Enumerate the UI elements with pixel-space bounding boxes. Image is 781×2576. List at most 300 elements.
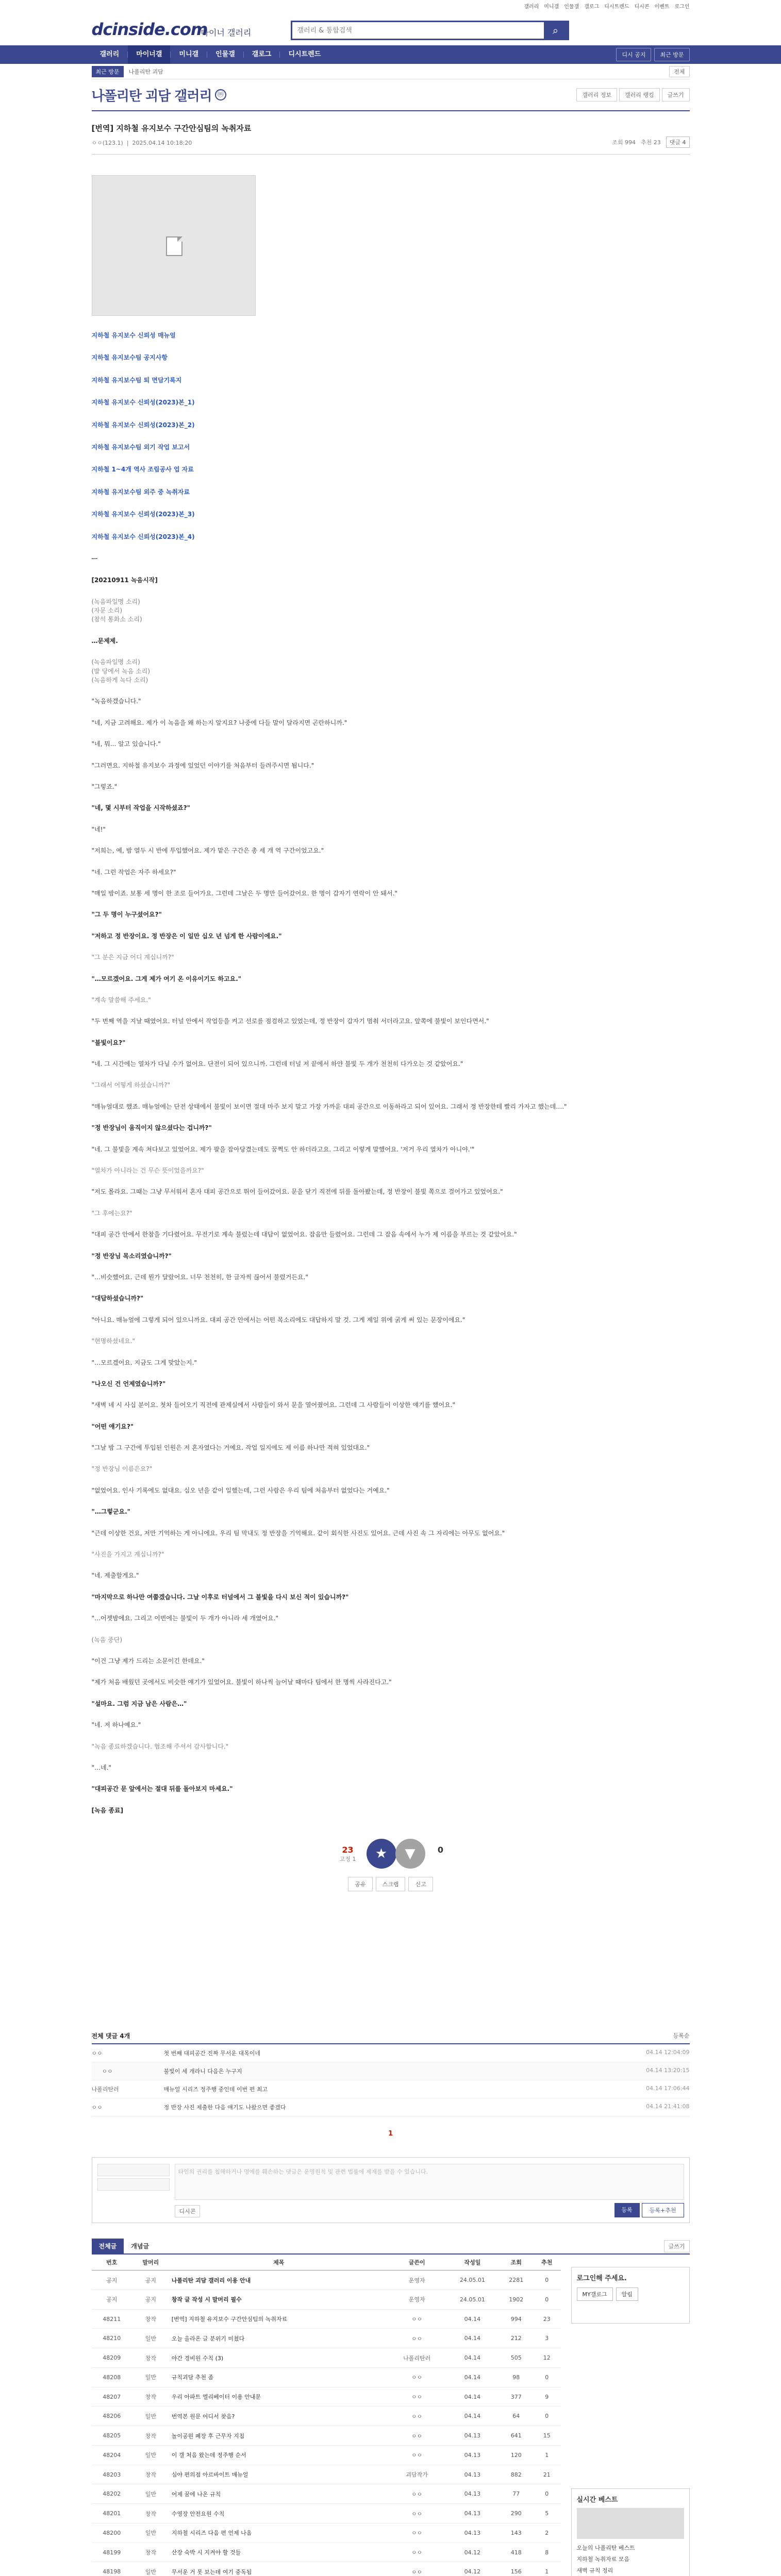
gallery-title-row [92,79,690,111]
post-paragraph: "…어젯밤에요. 그리고 이번에는 불빛이 두 개가 아니라 세 개였어요." [91,1615,279,1622]
nav-right-button[interactable]: 디시 공지 [616,48,651,61]
main-nav [0,45,781,64]
post-writer[interactable]: ㅇㅇ [388,2426,446,2446]
post-paragraph: "계속 말씀해 주세요." [91,996,151,1004]
post-views: 2281 [499,2270,533,2290]
recent-visit-all[interactable]: 전체 [669,66,689,77]
post-recs: 0 [533,2484,560,2504]
sidebar [571,2255,690,2576]
post-paragraph: "녹음 종료하겠습니다. 협조해 주셔서 감사합니다." [91,1742,229,1750]
post-paragraph: "열차가 아니라는 건 무슨 뜻이었을까요?" [91,1167,204,1175]
post-views: 212 [499,2329,533,2348]
post-writer[interactable]: ㅇㅇ [388,2445,446,2465]
series-link[interactable]: 지하철 유지보수 신뢰성(2023)본_1) [91,399,195,406]
login-title[interactable]: 로그인해 주세요. [576,2275,627,2283]
post-date: 24.05.01 [445,2290,499,2309]
table-row[interactable] [92,2270,561,2290]
post-number: 48201 [92,2504,132,2523]
post-writer[interactable]: ㅇㅇ [388,2562,446,2576]
series-link[interactable]: 지하철 유지보수 신뢰성(2023)본_4) [91,533,195,540]
post-views: 156 [499,2562,533,2576]
post-paragraph: "매일 밤이죠. 보통 세 명이 한 조로 들어가요. 그런데 그날은 두 명만 들어갔어요. 한 명이 갑자기 연락이 안 돼서." [91,889,397,897]
dccon-button[interactable]: 디시콘 [175,2205,201,2217]
top-link[interactable]: 미니갤 [544,4,559,10]
comment-date: 04.14 17:06:44 [646,2085,690,2092]
post-number: 48202 [92,2484,132,2504]
post-views: 377 [499,2387,533,2406]
post-list-title[interactable]: 수영장 안전요원 수칙 [170,2504,388,2523]
post-number: 48198 [92,2562,132,2576]
post-paragraph: "대답하셨습니까?" [91,1295,144,1302]
post-writer[interactable]: ㅇㅇ [388,2309,446,2329]
top-link[interactable]: 갤로그 [584,4,600,10]
table-row[interactable] [92,2367,561,2387]
nav-item[interactable]: 마이너갤 [128,45,170,64]
minor-gallery-mark: ⓜ [215,89,226,100]
post-recs: 8 [533,2543,560,2562]
post-category: 창작 [132,2348,170,2368]
post-views: 290 [499,2504,533,2523]
nav-item[interactable]: 갤로그 [252,50,272,58]
post-paragraph: [20210911 녹음시작] [91,577,158,584]
post-paragraph: "그 후에는요?" [91,1209,132,1217]
post-views: 조회 994 [612,139,636,146]
post-list-title[interactable]: 규칙괴담 추천 좀 [170,2367,388,2387]
post-writer[interactable]: 운영자 [388,2270,446,2290]
post-views: 120 [499,2445,533,2465]
post-recs: 0 [533,2406,560,2426]
post-paragraph: "현명하셨네요." [91,1337,135,1345]
live-best-item[interactable]: 지하철 녹취자료 모음 [576,2556,630,2563]
post-list-title[interactable]: 나폴리탄 괴담 갤러리 이용 안내 [170,2270,388,2290]
series-link[interactable]: 지하철 유지보수팀 외주 중 녹취자료 [91,488,190,496]
post-paragraph: "네. 그 시간에는 열차가 다닐 수가 없어요. 단전이 되어 있으니까. 그런데 터널 저 끝에서 하얀 불빛 두 개가 천천히 다가오는 것 같았어요." [91,1060,463,1068]
tab-recommended[interactable]: 개념글 [131,2243,149,2250]
search-button[interactable] [544,22,568,39]
comment-order[interactable]: 등록순 [673,2032,690,2040]
live-best-box [571,2488,690,2576]
post-paragraph: "네!" [91,825,106,833]
post-category: 일반 [132,2484,170,2504]
post-list-title[interactable]: 어제 꿈에 나온 규칙 [170,2484,388,2504]
post-paragraph: ㅡ [91,555,98,563]
table-row[interactable] [92,2387,561,2406]
post-paragraph: "마지막으로 하나만 여쭙겠습니다. 그날 이후로 터널에서 그 불빛을 다시 보신 적이 있습니까?" [91,1593,349,1601]
post-category: 창작 [132,2426,170,2446]
post-category: 창작 [132,2387,170,2406]
login-box [571,2267,690,2324]
post-date: 04.14 [445,2348,499,2368]
gallery-title[interactable]: 나폴리탄 괴담 갤러리 [91,88,212,104]
post-list-table [92,2255,561,2576]
post-date: 04.14 [445,2329,499,2348]
post-paragraph: …문제제. [91,637,118,645]
post-recs: 2 [533,2523,560,2543]
post-date: 04.13 [445,2445,499,2465]
post-recs: 9 [533,2387,560,2406]
my-gallog-button[interactable]: MY갤로그 [577,2287,613,2301]
comment-submit-button[interactable]: 등록 [614,2203,640,2217]
table-row[interactable] [92,2309,561,2329]
post-paragraph: (녹음파일명 소리) (자문 소리) (참석 통화소 소리) [91,598,142,623]
post-writer[interactable]: ㅇㅇ [388,2367,446,2387]
top-link[interactable]: 로그인 [674,4,690,10]
post-writer[interactable]: ㅇㅇ [388,2484,446,2504]
comment-write-box [92,2157,690,2223]
post-image[interactable] [92,175,256,316]
table-row[interactable] [92,2406,561,2426]
gallery-tab[interactable]: 갤러리 정보 [576,88,617,101]
live-best-item[interactable]: 새벽 규칙 정리 [576,2567,613,2574]
downvote-count: 0 [437,1845,444,1855]
post-paragraph: "대피 공간 안에서 한참을 기다렸어요. 무전기로 계속 불렀는데 대답이 없었어요. 잡음만 들렸어요. 그런데 그 잡음 속에서 누가 제 이름을 부르는 것 같았어요." [91,1231,517,1239]
tab-all[interactable]: 전체글 [92,2239,124,2253]
post-comments-count[interactable]: 댓글 4 [666,137,690,148]
post-paragraph: "네, 뭐... 알고 있습니다." [91,740,161,748]
post-list-title[interactable]: 놀이공원 폐장 후 근무자 지침 [170,2426,388,2446]
post-paragraph: "그 분은 지금 어디 계십니까?" [91,954,174,961]
post-body [92,155,690,1815]
search-icon: ⌕ [552,24,559,37]
table-row[interactable] [92,2426,561,2446]
live-best-thumbnail[interactable] [577,2508,684,2539]
top-links [92,0,690,9]
comment-submit-rec-button[interactable]: 등록+추천 [642,2203,684,2217]
post-header [92,111,690,155]
post-category: 창작 [132,2465,170,2484]
post-paragraph: "네. 그런 작업은 자주 하세요?" [91,868,176,876]
gallery-tab[interactable]: 갤러리 랭킹 [619,88,660,101]
site-logo[interactable]: dcinside.com [91,20,208,39]
table-row[interactable] [92,2543,561,2562]
post-paragraph: "나오신 건 언제였습니까?" [91,1380,166,1387]
table-row[interactable] [92,2445,561,2465]
post-paragraph: [녹음 종료] [91,1806,124,1814]
vote-action-button[interactable]: 공유 [348,1877,372,1891]
post-paragraph: "네. 저 하나예요." [91,1721,141,1729]
post-paragraph: "…네." [91,1764,111,1771]
gallery-tab[interactable]: 글쓰기 [662,88,690,101]
post-paragraph: "…그렇군요." [91,1508,130,1516]
post-paragraph: "매뉴얼대로 했죠. 매뉴얼에는 단전 상태에서 불빛이 보이면 절대 마주 보지 말고 가장 가까운 대피 공간으로 이동하라고 되어 있어요. 그래서 정 반장한테 빨리 가자고 했는데…." [91,1103,567,1110]
post-views: 994 [499,2309,533,2329]
post-recs: 0 [533,2367,560,2387]
comment-text: 정 반장 사진 제출한 다음 얘기도 나왔으면 좋겠다 [163,2104,286,2111]
comment-textarea[interactable]: 타인의 권리를 침해하거나 명예를 훼손하는 댓글은 운영원칙 및 관련 법률에 제재를 받을 수 있습니다. [175,2164,684,2200]
post-paragraph: "네, 몇 시부터 작업을 시작하셨죠?" [91,804,190,812]
series-link[interactable]: 지하철 유지보수 신뢰성(2023)본_2) [91,421,195,429]
nav-item[interactable]: 디시트렌드 [288,50,321,58]
post-category: 창작 [132,2309,170,2329]
nav-item[interactable]: 인물갤 [215,50,235,58]
post-paragraph: "…비슷했어요. 근데 뭔가 달랐어요. 너무 천천히, 한 글자씩 끊어서 불렀거든요." [91,1273,308,1281]
post-list-title[interactable]: 우리 아파트 엘리베이터 이용 안내문 [170,2387,388,2406]
search-input[interactable] [292,22,540,39]
comment-text: 불빛이 세 개라니 다음은 누구지 [163,2068,242,2075]
post-writer[interactable]: 나폴리탄러 [388,2348,446,2368]
post-recs: 23 [533,2309,560,2329]
comment-date: 04.14 12:04:09 [646,2049,690,2056]
post-date: 04.13 [445,2504,499,2523]
list-tabs [92,2239,690,2255]
live-best-title: 실시간 베스트 [576,2496,618,2504]
post-paragraph: "네. 그 불빛을 계속 쳐다보고 있었어요. 제가 팔을 잡아당겼는데도 꿈쩍도 안 하더라고요. 그리고 이렇게 말했어요. '저거 우리 열차가 아니야.'" [91,1145,475,1153]
table-row[interactable] [92,2329,561,2348]
post-recs: 3 [533,2329,560,2348]
post-writer[interactable]: ㅇㅇ [388,2329,446,2348]
password-field[interactable] [97,2178,170,2191]
table-row[interactable] [92,2484,561,2504]
post-date: 04.13 [445,2484,499,2504]
comment-row [92,2098,690,2116]
series-link[interactable]: 지하철 유지보수팀 외기 작업 보고서 [91,443,190,451]
table-row[interactable] [92,2290,561,2309]
table-row[interactable] [92,2562,561,2576]
site-header [92,9,690,45]
post-writer[interactable]: ㅇㅇ [388,2543,446,2562]
post-paragraph: "아니요. 매뉴얼에 그렇게 되어 있으니까요. 대피 공간 안에서는 어떤 목소리에도 대답하지 말 것. 그게 제일 위에 굵게 써 있는 문장이에요." [91,1316,466,1324]
post-date: 04.14 [445,2406,499,2426]
post-category: 공지 [132,2270,170,2290]
post-list-title[interactable]: 번역본 원문 어디서 찾음? [170,2406,388,2426]
post-paragraph: "불빛이요?" [91,1039,126,1046]
post-list-title[interactable]: 오늘 올라온 글 분위기 미쳤다 [170,2329,388,2348]
post-paragraph: "제가 처음 배웠던 곳에서도 비슷한 얘기가 있었어요. 불빛이 하나씩 늘어날 때마다 팀에서 한 명씩 사라진다고." [91,1679,392,1686]
nav-item[interactable]: 갤러리 [99,50,120,58]
post-recs: 0 [533,2270,560,2290]
nav-right [616,48,689,61]
post-number: 48200 [92,2523,132,2543]
post-paragraph: "…모르겠어요. 그게 제가 여기 온 이유이기도 하고요." [91,975,242,982]
comment-count: 전체 댓글 4개 [91,2032,130,2040]
series-link[interactable]: 지하철 유지보수팀 공지사항 [91,354,168,362]
vote-action-button[interactable]: 스크랩 [376,1877,406,1891]
post-views: 641 [499,2426,533,2446]
post-paragraph: "없었어요. 인사 기록에도 없대요. 십오 년을 같이 일했는데, 그런 사람은 우리 팀에 처음부터 없었다는 거예요." [91,1486,390,1494]
post-date: 04.14 [445,2309,499,2329]
table-header: 번호 [92,2255,132,2270]
post-number: 48204 [92,2445,132,2465]
post-views: 64 [499,2406,533,2426]
post-number: 48209 [92,2348,132,2368]
post-writer[interactable]: ㅇㅇ [388,2523,446,2543]
post-paragraph: "저도 몰라요. 그때는 그냥 무서워서 혼자 대피 공간으로 뛰어 들어갔어요. 문을 닫기 직전에 뒤를 돌아봤는데, 정 반장이 불빛 쪽으로 걸어가고 있었어요." [91,1188,503,1196]
post-category: 일반 [132,2562,170,2576]
recent-visit-item[interactable]: 나폴리탄 괴담 [128,68,163,75]
post-category: 창작 [132,2543,170,2562]
table-header: 말머리 [132,2255,170,2270]
post-paragraph: "그러면요. 지하철 유지보수 과정에 있었던 이야기를 처음부터 들려주시면 됩니다." [91,761,314,769]
thumb-down-icon: ▼ [405,1846,416,1862]
star-icon: ★ [375,1846,388,1862]
post-category: 일반 [132,2367,170,2387]
post-list-title[interactable]: [번역] 지하철 유지보수 구간안심팀의 녹취자료 [170,2309,388,2329]
post-stats [612,137,689,148]
comment-text: 매뉴얼 시리즈 정주행 중인데 이번 편 최고 [163,2086,268,2093]
post-recs: 1 [533,2562,560,2576]
post-number: 공지 [92,2290,132,2309]
post-paragraph: "그 두 명이 누구셨어요?" [91,911,162,919]
post-category: 일반 [132,2329,170,2348]
series-link[interactable]: 지하철 유지보수 신뢰성 매뉴얼 [91,332,176,339]
comment-header [92,2031,690,2044]
post-paragraph: "그래서 어떻게 하셨습니까?" [91,1081,171,1089]
site-logo-sub[interactable]: 마이너 갤러리 [201,28,252,38]
post-category: 일반 [132,2445,170,2465]
post-date: 04.13 [445,2523,499,2543]
post-recs: 21 [533,2465,560,2484]
post-writer[interactable]: 운영자 [388,2290,446,2309]
post-paragraph: "…모르겠어요. 지금도 그게 맞았는지." [91,1359,197,1366]
post-number: 48203 [92,2465,132,2484]
post-paragraph: (녹음 중단) [91,1636,123,1643]
post-views: 98 [499,2367,533,2387]
upvote-button[interactable] [367,1839,396,1869]
table-header: 글쓴이 [388,2255,446,2270]
post-number: 48206 [92,2406,132,2426]
post-category: 일반 [132,2523,170,2543]
post-list-title[interactable]: 이 갤 처음 왔는데 정주행 순서 [170,2445,388,2465]
table-row[interactable] [92,2348,561,2368]
top-link[interactable]: 디시콘 [634,4,650,10]
post-date: 2025.04.14 10:18:20 [132,140,192,146]
comment-nick[interactable]: 나폴리탄러 [91,2086,119,2093]
post-date: 24.05.01 [445,2270,499,2290]
post-recs: 15 [533,2426,560,2446]
comment-row [92,2044,690,2062]
comment-nick[interactable]: ㅇㅇ [91,2104,103,2111]
post-writer[interactable]: ㅇㅇ [388,2387,446,2406]
table-row[interactable] [92,2523,561,2543]
post-paragraph: "새벽 네 시 사십 분이요. 첫차 들어오기 직전에 관제실에서 사람들이 와서 문을 열어줬어요. 그런데 그 사람들이 이상한 얘기를 했어요." [91,1401,456,1409]
notice-button[interactable]: 알림 [616,2287,638,2301]
post-number: 48210 [92,2329,132,2348]
write-button[interactable]: 글쓰기 [664,2240,690,2252]
post-paragraph: "저희는, 예, 밤 열두 시 반에 투입했어요. 제가 맡은 구간은 총 세 개 역 구간이었고요." [91,847,324,855]
series-link[interactable]: 지하철 유지보수 신뢰성(2023)본_3) [91,511,195,518]
post-writer[interactable]: 괴담작가 [388,2465,446,2484]
post-list-title[interactable]: 야간 경비원 수칙 (3) [170,2348,388,2368]
table-row[interactable] [92,2504,561,2523]
post-paragraph: "대피공간 문 앞에서는 절대 뒤를 돌아보지 마세요." [91,1785,233,1793]
vote-action-button[interactable]: 신고 [408,1877,433,1891]
vote-box [318,1836,463,1897]
post-views: 1902 [499,2290,533,2309]
post-recs: 12 [533,2348,560,2368]
post-list-title[interactable]: 산장 숙박 시 지켜야 할 것들 [170,2543,388,2562]
post-category: 창작 [132,2504,170,2523]
comment-nick[interactable]: ㅇㅇ [91,2050,103,2057]
post-views: 505 [499,2348,533,2368]
post-date: 04.13 [445,2465,499,2484]
post-list-title[interactable]: 무서운 거 못 보는데 여기 중독됨 [170,2562,388,2576]
post-paragraph: "정 반장님이 움직이지 않으셨다는 겁니까?" [91,1124,212,1132]
recent-visit-tag[interactable]: 최근 방문 [92,66,124,77]
post-views: 143 [499,2523,533,2543]
post-paragraph: "네, 지금 고려해요. 제가 이 녹음을 왜 하는지 알지요? 나중에 다들 말이 달라지면 곤란하니까." [91,719,347,726]
post-number: 공지 [92,2270,132,2290]
table-header: 추천 [533,2255,560,2270]
post-writer[interactable]: ㅇㅇ [388,2406,446,2426]
post-date: 04.13 [445,2426,499,2446]
nav-item[interactable]: 미니갤 [179,50,199,58]
post-list-title[interactable]: 창작 글 작성 시 말머리 필수 [170,2290,388,2309]
post-recs: 5 [533,2504,560,2523]
live-best-item[interactable]: 오늘의 나폴리탄 베스트 [576,2545,635,2552]
recent-visit-bar [92,64,690,79]
post-paragraph: "두 번째 역을 지날 때였어요. 터널 안에서 작업등을 켜고 선로를 점검하고 있었는데, 정 반장이 갑자기 멈춰 서더라고요. 앞쪽에 불빛이 보인다면서." [91,1018,489,1025]
post-number: 48208 [92,2367,132,2387]
top-link[interactable]: 디시트렌드 [604,4,629,10]
top-link[interactable]: 갤러리 [524,4,539,10]
post-date: 04.12 [445,2562,499,2576]
series-link[interactable]: 지하철 유지보수팀 퇴 면담기록지 [91,376,182,384]
post-list-title[interactable]: 지하철 시리즈 다음 편 언제 나옴 [170,2523,388,2543]
comment-date: 04.14 21:41:08 [646,2103,690,2110]
post-meta: ㅇㅇ(123.1) | 2025.04.14 10:18:20 [91,140,192,146]
post-paragraph: "정 반장님 이름은요?" [91,1465,153,1473]
comment-date: 04.14 13:20:15 [646,2067,690,2074]
table-row[interactable] [92,2465,561,2484]
post-list-title[interactable]: 심야 편의점 아르바이트 매뉴얼 [170,2465,388,2484]
post-recs: 0 [533,2290,560,2309]
post-paragraph: "근데 이상한 건요, 저만 기억하는 게 아니에요. 우리 팀 막내도 정 반장을 기억해요. 같이 회식한 사진도 있어요. 근데 사진 속 그 자리에는 아무도 없어요." [91,1529,505,1537]
table-header: 작성일 [445,2255,499,2270]
table-header: 제목 [170,2255,388,2270]
post-date: 04.12 [445,2543,499,2562]
post-number: 48199 [92,2543,132,2562]
gallery-tabs [576,88,689,101]
comment-row [92,2080,690,2098]
post-category: 공지 [132,2290,170,2309]
post-number: 48211 [92,2309,132,2329]
top-link[interactable]: 이벤트 [654,4,670,10]
upvote-count: 23 고정 1 [339,1845,356,1863]
nickname-field[interactable] [97,2164,170,2176]
image-placeholder-icon [166,236,182,256]
post-paragraph: "저하고 정 반장이요. 정 반장은 이 일만 십오 년 넘게 한 사람이에요." [91,932,282,940]
comment-row [92,2062,690,2080]
comment-pager[interactable]: 1 [388,2130,393,2138]
post-date: 04.14 [445,2367,499,2387]
post-paragraph: "그렇죠." [91,783,118,790]
post-title: [번역] 지하철 유지보수 구간안심팀의 녹취자료 [91,124,252,133]
post-paragraph: (녹음파일명 소리) (발 당에서 녹음 소리) (녹음하게 녹다 소리) [91,658,151,684]
search-bar [291,21,569,40]
post-views: 77 [499,2484,533,2504]
comment-text: 첫 번째 대피공간 진짜 무서운 대목이네 [163,2050,260,2057]
post-recs: 추천 23 [641,139,661,146]
top-link[interactable]: 인물갤 [564,4,579,10]
post-writer[interactable]: ㅇㅇ [388,2504,446,2523]
post-paragraph: "이건 그냥 제가 드리는 소문이긴 한데요." [91,1657,205,1665]
post-date: 04.14 [445,2387,499,2406]
post-number: 48207 [92,2387,132,2406]
post-views: 418 [499,2543,533,2562]
nav-right-button[interactable]: 최근 방문 [654,48,689,61]
series-link[interactable]: 지하철 1~4개 역사 조립공사 업 자료 [91,466,194,473]
post-paragraph: "그날 밤 그 구간에 투입된 인원은 저 혼자였다는 거예요. 작업 일지에도 제 이름 하나만 적혀 있었대요." [91,1444,370,1452]
table-header: 조회 [499,2255,533,2270]
post-paragraph: "녹음하겠습니다." [91,698,141,705]
post-author[interactable]: ㅇㅇ(123.1) [91,140,123,146]
post-paragraph: "설마요. 그럼 지금 남은 사람은…" [91,1700,187,1707]
downvote-button[interactable] [395,1839,425,1869]
post-number: 48205 [92,2426,132,2446]
post-paragraph: "어떤 얘기요?" [91,1422,134,1430]
post-paragraph: "사진을 가지고 계십니까?" [91,1551,164,1558]
comment-nick[interactable]: ㅇㅇ [102,2068,113,2075]
